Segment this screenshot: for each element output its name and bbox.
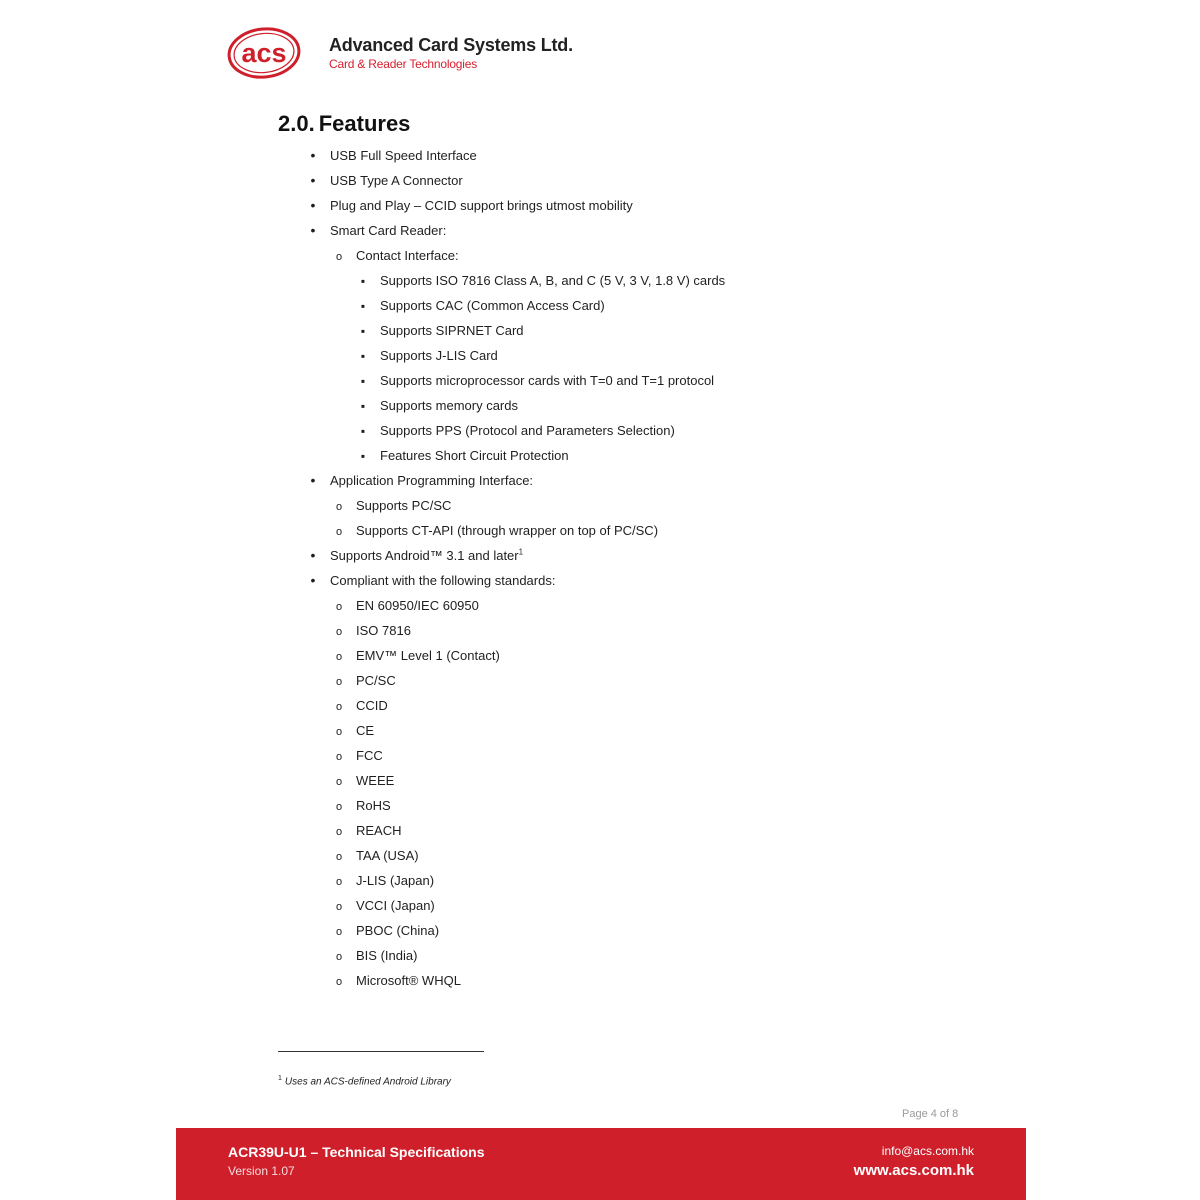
footer-version: Version 1.07 — [228, 1164, 295, 1178]
feature-item — [356, 893, 435, 918]
feature-item — [380, 443, 569, 468]
feature-text: Contact Interface: — [356, 248, 459, 263]
feature-text: Supports memory cards — [380, 398, 518, 413]
feature-text: Application Programming Interface: — [330, 473, 534, 488]
bullet-circle-icon — [332, 843, 346, 870]
feature-item — [380, 393, 518, 418]
feature-text: Supports J-LIS Card — [380, 348, 498, 363]
footer-email-link[interactable]: info@acs.com.hk — [881, 1144, 974, 1158]
feature-item — [356, 843, 419, 868]
bullet-square-icon — [356, 368, 370, 394]
bullet-circle-icon — [332, 818, 346, 845]
feature-item — [356, 743, 383, 768]
feature-item — [330, 193, 633, 218]
feature-item — [380, 268, 725, 293]
feature-text: USB Full Speed Interface — [330, 148, 477, 163]
bullet-circle-icon — [332, 668, 346, 695]
bullet-disc-icon — [306, 218, 320, 243]
feature-text: REACH — [356, 823, 402, 838]
footnote-reference: 1 — [518, 547, 524, 557]
footer-website-link[interactable]: www.acs.com.hk — [853, 1162, 974, 1179]
feature-item — [356, 918, 439, 943]
feature-item — [330, 568, 555, 593]
bullet-disc-icon — [306, 568, 320, 593]
bullet-circle-icon — [332, 518, 346, 545]
bullet-circle-icon — [332, 593, 346, 620]
feature-text: Features Short Circuit Protection — [380, 448, 569, 463]
footer-doc-title: ACR39U-U1 – Technical Specifications — [228, 1144, 485, 1160]
feature-item — [356, 868, 434, 893]
page-number: Page 4 of 8 — [902, 1108, 959, 1120]
bullet-disc-icon — [306, 193, 320, 218]
feature-item — [356, 618, 411, 643]
bullet-circle-icon — [332, 693, 346, 720]
feature-item — [380, 418, 675, 443]
document-page — [176, 0, 1026, 1200]
feature-text: USB Type A Connector — [330, 173, 463, 188]
bullet-circle-icon — [332, 718, 346, 745]
feature-text: FCC — [356, 748, 383, 763]
bullet-square-icon — [356, 293, 370, 319]
feature-text: Supports ISO 7816 Class A, B, and C (5 V, 3 V, 1.8 V) cards — [380, 273, 726, 288]
footnote-text: Uses an ACS-defined Android Library — [284, 1076, 451, 1088]
feature-item — [356, 493, 451, 518]
bullet-circle-icon — [332, 643, 346, 670]
feature-item — [356, 243, 459, 268]
bullet-square-icon — [356, 393, 370, 419]
bullet-square-icon — [356, 318, 370, 344]
feature-text: Supports SIPRNET Card — [380, 323, 524, 338]
bullet-square-icon — [356, 343, 370, 369]
feature-item — [330, 218, 446, 243]
feature-text: Supports Android™ 3.1 and later — [330, 548, 519, 563]
bullet-circle-icon — [332, 793, 346, 820]
feature-text: Supports CAC (Common Access Card) — [380, 298, 605, 313]
bullet-square-icon — [356, 268, 370, 294]
feature-text: PC/SC — [356, 673, 396, 688]
feature-text: Microsoft® WHQL — [356, 973, 461, 988]
company-tagline: Card & Reader Technologies — [329, 57, 478, 71]
logo-text: acs — [241, 38, 287, 68]
bullet-circle-icon — [332, 893, 346, 920]
logo-graphic — [226, 26, 302, 80]
feature-item — [356, 518, 658, 543]
bullet-circle-icon — [332, 768, 346, 795]
feature-item — [356, 643, 500, 668]
feature-item — [356, 768, 394, 793]
feature-text: Supports microprocessor cards with T=0 and T=1 protocol — [380, 373, 715, 388]
feature-text: RoHS — [356, 798, 391, 813]
feature-item — [356, 793, 391, 818]
feature-text: Supports PPS (Protocol and Parameters Selection) — [380, 423, 675, 438]
feature-text: Compliant with the following standards: — [330, 573, 556, 588]
feature-item — [356, 693, 388, 718]
bullet-disc-icon — [306, 168, 320, 193]
feature-item — [380, 293, 605, 318]
section-number: 2.0. — [278, 111, 315, 136]
feature-text: Plug and Play – CCID support brings utmost mobility — [330, 198, 633, 213]
feature-text: PBOC (China) — [356, 923, 440, 938]
feature-text: EN 60950/IEC 60950 — [356, 598, 479, 613]
feature-text: BIS (India) — [356, 948, 418, 963]
footnote-separator — [278, 1051, 484, 1052]
company-block — [329, 35, 573, 71]
feature-item — [356, 943, 417, 968]
bullet-disc-icon — [306, 468, 320, 493]
feature-item — [356, 968, 461, 993]
feature-text: Smart Card Reader: — [330, 223, 447, 238]
bullet-disc-icon — [306, 143, 320, 168]
bullet-disc-icon — [306, 543, 320, 568]
bullet-circle-icon — [332, 618, 346, 645]
section-title: Features — [318, 111, 411, 136]
feature-text: CE — [356, 723, 375, 738]
feature-item — [330, 168, 463, 193]
acs-logo — [226, 26, 302, 80]
feature-text: ISO 7816 — [356, 623, 411, 638]
feature-item — [380, 318, 524, 343]
bullet-circle-icon — [332, 243, 346, 270]
feature-item — [330, 143, 477, 168]
page-footer — [176, 1128, 1026, 1200]
feature-text: J-LIS (Japan) — [356, 873, 435, 888]
feature-item — [380, 368, 714, 393]
feature-text: Supports PC/SC — [356, 498, 452, 513]
bullet-circle-icon — [332, 918, 346, 945]
bullet-square-icon — [356, 418, 370, 444]
feature-text: EMV™ Level 1 (Contact) — [356, 648, 500, 663]
feature-text: TAA (USA) — [356, 848, 419, 863]
feature-text: WEEE — [356, 773, 395, 788]
feature-text: VCCI (Japan) — [356, 898, 435, 913]
bullet-circle-icon — [332, 743, 346, 770]
feature-item — [330, 543, 523, 568]
bullet-square-icon — [356, 443, 370, 469]
feature-item — [356, 668, 396, 693]
bullet-circle-icon — [332, 493, 346, 520]
company-name: Advanced Card Systems Ltd. — [329, 35, 573, 55]
section-heading — [278, 111, 410, 137]
footnote — [278, 1075, 451, 1087]
bullet-circle-icon — [332, 968, 346, 995]
feature-item — [380, 343, 498, 368]
feature-item — [356, 593, 479, 618]
feature-item — [356, 818, 402, 843]
bullet-circle-icon — [332, 868, 346, 895]
feature-text: CCID — [356, 698, 388, 713]
feature-item — [356, 718, 374, 743]
feature-item — [330, 468, 533, 493]
footnote-mark: 1 — [278, 1075, 282, 1082]
bullet-circle-icon — [332, 943, 346, 970]
feature-text: Supports CT-API (through wrapper on top of PC/SC) — [356, 523, 659, 538]
